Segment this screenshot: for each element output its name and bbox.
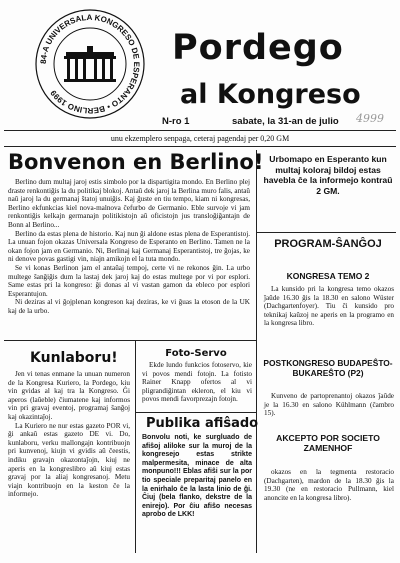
section-rule [4,340,256,341]
price-note: unu ekzemplero senpaga, ceteraj pagendaj per 0,20 GM [110,134,290,143]
welcome-paragraph: Ni deziras al vi ĝojplenan kongreson kaj deziras, ke vi ĝuas la etoson de la UK kaj de la urbo. [8,298,250,315]
publika-headline: Publika afiŝado [146,416,259,431]
urbomapo-highlight: havebla ĉe la informejo kontraŭ 2 GM. [263,175,393,196]
kunlaboru-article [8,370,130,499]
kunlaboru-headline: Kunlaboru! [30,350,118,366]
kunlaboru-paragraph: La Kuriero ne nur estas gazeto POR vi, ĝi ankaŭ estas gazeto DE vi. Do, kunlaboru, verku mallongajn kontribuojn pri kunvenoj, kiujn vi gvidis aŭ ĉeestis, indiku gravajn okazontaĵojn, kiuj ne aperis en la kongreslibro aŭ kiuj estas gravaj por la aliaj kongresanoj. Metu viajn kontribuojn en la keston ĉe la informejo. [8,421,130,499]
foto-article [142,361,252,404]
section-rule [136,412,256,413]
handwritten-note: 4999 [356,112,384,125]
header-rule [4,130,396,131]
program-text: La kunsido pri la kongresa temo okazos ĵaŭde 16.30 ĝis la 18.30 en salono Wüster (Dachgartenfoyer). Tiu ĉi kunsido pro teknikaj kaŭzoj ne aperis en la programo en la kongresa libro. [264,285,394,328]
welcome-paragraph: Berlino da estas plena de historio. Kaj nun ĝi aldone estas plena de Esperantistoj. La unuan fojon okazas Universala Kongreso de Esperanto en Berlino. Tamen ne la okan fojon jam en Germanio. Ni, Berlinaj kaj Germanaj Esperantistoj, tre ĝojas, ke ni denove povas gastigi vin, niajn amikojn el la tuta mondo. [8,229,250,264]
akcepto-article [264,468,394,502]
foto-text: Ekde lundo funkcios fotoservo, kie vi povos mendi fotojn. La fotisto Rainer Knapp ofertos al vi pligrandiĝintan ekleron, el kiu vi povos mendi favorprezajn fotojn. [142,361,252,404]
foto-headline: Foto-Servo [165,348,227,359]
column-divider-lower [135,341,136,553]
welcome-article [8,178,250,316]
postkongreso-headline: POSTKONGRESO BUDAPEŜTO-BUKAREŜTO (P2) [263,358,393,379]
program-article [264,285,394,328]
akcepto-headline: AKCEPTO POR SOCIETO ZAMENHOF [276,433,380,454]
akcepto-text: okazos en la tegmenta restoracio (Dachgarten), mardon de la 18.30 ĝis la 19.30 (ne en restoracio Pullmann, kiel anoncite en la kongresa libro). [264,468,394,502]
section-rule [256,232,396,233]
kongreso-seal-logo [34,8,146,120]
publika-article [142,434,252,520]
issue-date: sabate, la 31-an de julio [232,116,339,127]
masthead-subtitle: al Kongreso [180,79,361,110]
program-subheadline: KONGRESA TEMO 2 [286,271,370,281]
postkongreso-text: Kunveno de partoprenantoj okazos ĵaŭde je la 16.30 en salono Kühlmann (ĉambro 15). [264,392,394,418]
masthead-title: Pordego [172,28,344,68]
svg-text:84-A UNIVERSALA KONGRESO DE ES: 84-A UNIVERSALA KONGRESO DE ESPERANTO • BERLINO 1999 [38,12,142,116]
issue-number: N-ro 1 [162,116,190,127]
publika-text: Bonvolu noti, ke surgluado de afiŝoj aliloke sur la muroj de la kongresejo estas strikte malpermesita, minace de alta monpuno!!! Eblas afiŝi sur la por tio speciale preparitaj panelo en la enirhalo ĉe la lasta linio de ĝi. Ĉiuj (bela flanko, dekstre de la enirejo). Por ĉiu afiŝo necesas aprobo de LKK! [142,434,252,519]
urbomapo-lead: Urbomapo en Esperanto kun multaj koloraj bildoj estas [269,154,387,175]
postkongreso-article [264,392,394,418]
program-headline: PROGRAM-ŜANĜOJ [274,238,382,250]
welcome-paragraph: Berlino dum multaj jaroj estis simbolo por la dispartigita mondo. En Berlino plej draste renkontiĝis la du politikaj blokoj. Antaŭ dek jaroj la Berlina muro falis, antaŭ naŭ jaroj la du germanaj ŝtatoj unuiĝis. Kaj ĝuste en tiu tempo, kiam ni kongresas, Berlino ekfunkcias kiel nova-malnova ĉefurbo de Germanio. Eble survoje vi jam renkontiĝis kelkajn germanajn politikistojn aŭ oficistojn jus transloĝiĝantajn de Bonn al Berlino... [8,178,250,229]
column-divider [256,150,257,553]
kunlaboru-paragraph: Jen vi tenas enmane la unuan numeron de la Kongresa Kuriero, la Pordego, kiu vin gvidas al kaj tra la Kongreso. Ĝi aperos (laŭeble) ĉiumatene kaj informos vin pri gravaj eventoj, programaj ŝanĝoj kaj okazintaĵoj. [8,370,130,421]
urbomapo-notice [262,154,394,196]
welcome-headline: Bonvenon en Berlino! [8,150,264,174]
header-rule-2 [4,146,396,147]
welcome-paragraph: Se vi konas Berlinon jam el antaŭaj tempoj, certe vi ne rekonos ĝin. La urbo multege ŝanĝiĝis dum la lastaj dek jaroj kaj do estas multege por vi por esplori. Same estas pri la kongreso: ĝi donas al vi vastan gamon da ebleco por esplori Esperantujon. [8,263,250,298]
